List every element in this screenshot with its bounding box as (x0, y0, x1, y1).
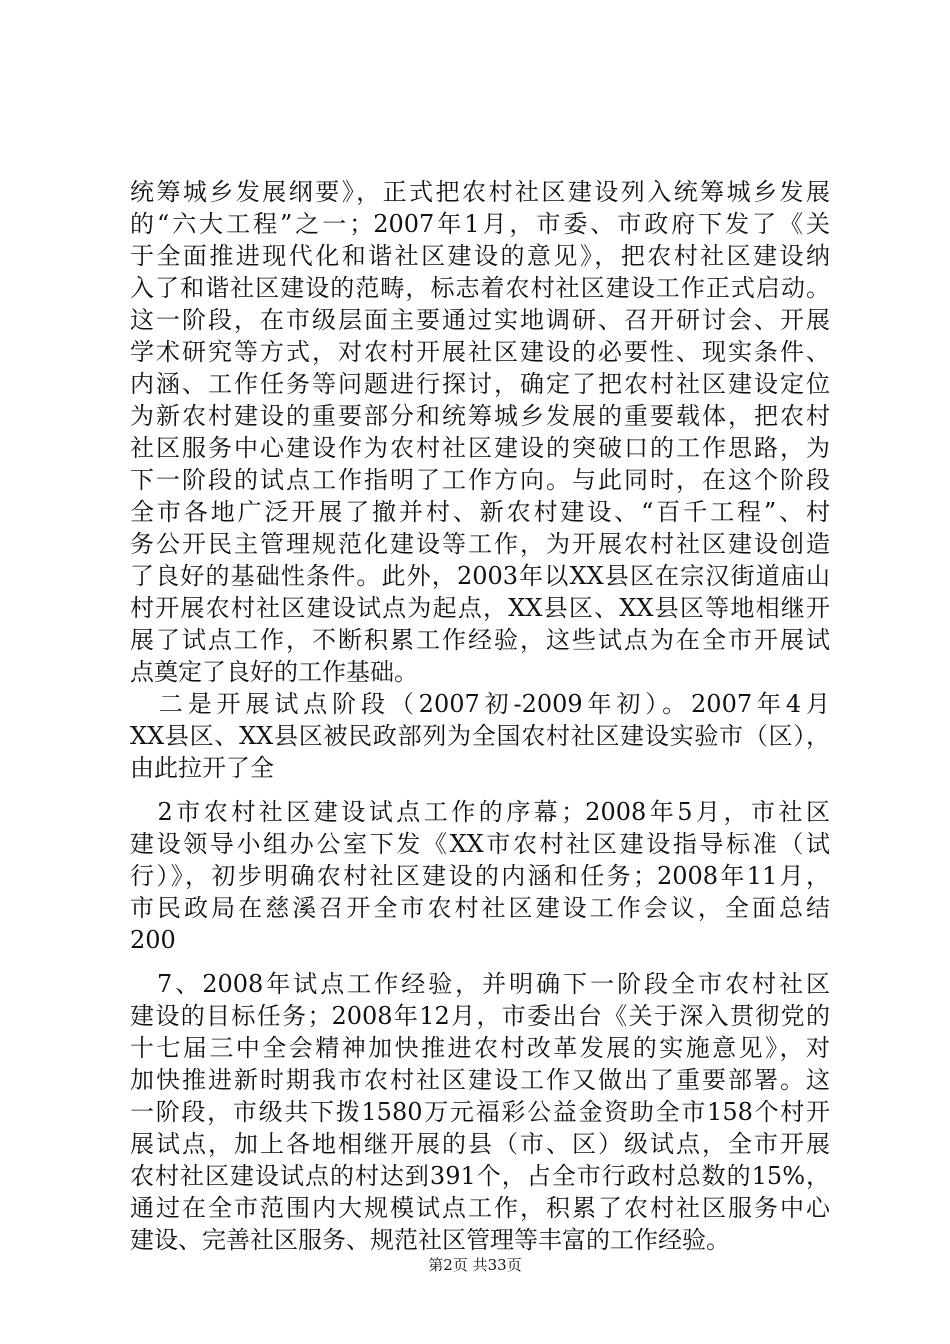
text-line: 行）》，初步明确农村社区建设的内涵和任务；2008年11月， (130, 862, 830, 890)
text-line: 建设的目标任务；2008年12月，市委出台《关于深入贯彻党的 (130, 1002, 830, 1030)
text-line: 一阶段，市级共下拨1580万元福彩公益金资助全市158个村开 (130, 1098, 830, 1126)
text-line: 十七届三中全会精神加快推进农村改革发展的实施意见》，对 (130, 1034, 830, 1062)
text-line: 由此拉开了全 (130, 754, 274, 782)
text-line: 加快推进新时期我市农村社区建设工作又做出了重要部署。这 (130, 1066, 830, 1094)
text-line: 建设领导小组办公室下发《XX市农村社区建设指导标准（试 (130, 830, 830, 858)
text-line: 了良好的基础性条件。此外，2003年以XX县区在宗汉街道庙山 (130, 562, 830, 590)
text-line: 通过在全市范围内大规模试点工作，积累了农村社区服务中心 (130, 1194, 830, 1222)
text-line: 的“六大工程”之一；2007年1月，市委、市政府下发了《关 (130, 210, 830, 238)
text-line: 市民政局在慈溪召开全市农村社区建设工作会议，全面总结 (130, 894, 830, 922)
text-line: 建设、完善社区服务、规范社区管理等丰富的工作经验。 (130, 1226, 730, 1254)
text-line: 于全面推进现代化和谐社区建设的意见》，把农村社区建设纳 (130, 242, 830, 270)
page-footer: 第2页 共33页 (428, 1256, 522, 1274)
text-line: 为新农村建设的重要部分和统筹城乡发展的重要载体，把农村 (130, 402, 830, 430)
text-line: XX县区、XX县区被民政部列为全国农村社区建设实验市（区）， (130, 722, 830, 750)
text-line: 2市农村社区建设试点工作的序幕；2008年5月，市社区 (130, 798, 830, 826)
text-line: 农村社区建设试点的村达到391个，占全市行政村总数的15%， (130, 1162, 830, 1190)
text-line: 村开展农村社区建设试点为起点，XX县区、XX县区等地相继开 (130, 594, 830, 622)
text-line: 统筹城乡发展纲要》，正式把农村社区建设列入统筹城乡发展 (130, 178, 830, 206)
text-line: 务公开民主管理规范化建设等工作，为开展农村社区建设创造 (130, 530, 830, 558)
text-line: 二是开展试点阶段（2007初-2009年初）。2007年4月 (130, 690, 830, 718)
text-line: 展了试点工作，不断积累工作经验，这些试点为在全市开展试 (130, 626, 830, 654)
text-line: 内涵、工作任务等问题进行探讨，确定了把农村社区建设定位 (130, 370, 830, 398)
text-line: 学术研究等方式，对农村开展社区建设的必要性、现实条件、 (130, 338, 830, 366)
text-line: 展试点，加上各地相继开展的县（市、区）级试点，全市开展 (130, 1130, 830, 1158)
text-line: 这一阶段，在市级层面主要通过实地调研、召开研讨会、开展 (130, 306, 830, 334)
text-line: 入了和谐社区建设的范畴，标志着农村社区建设工作正式启动。 (130, 274, 830, 302)
text-line: 7、2008年试点工作经验，并明确下一阶段全市农村社区 (130, 970, 830, 998)
text-line: 社区服务中心建设作为农村社区建设的突破口的工作思路，为 (130, 434, 830, 462)
text-line: 200 (130, 926, 176, 954)
text-line: 全市各地广泛开展了撤并村、新农村建设、“百千工程”、村 (130, 498, 830, 526)
text-line: 点奠定了良好的工作基础。 (130, 658, 418, 686)
text-line: 下一阶段的试点工作指明了工作方向。与此同时，在这个阶段 (130, 466, 830, 494)
